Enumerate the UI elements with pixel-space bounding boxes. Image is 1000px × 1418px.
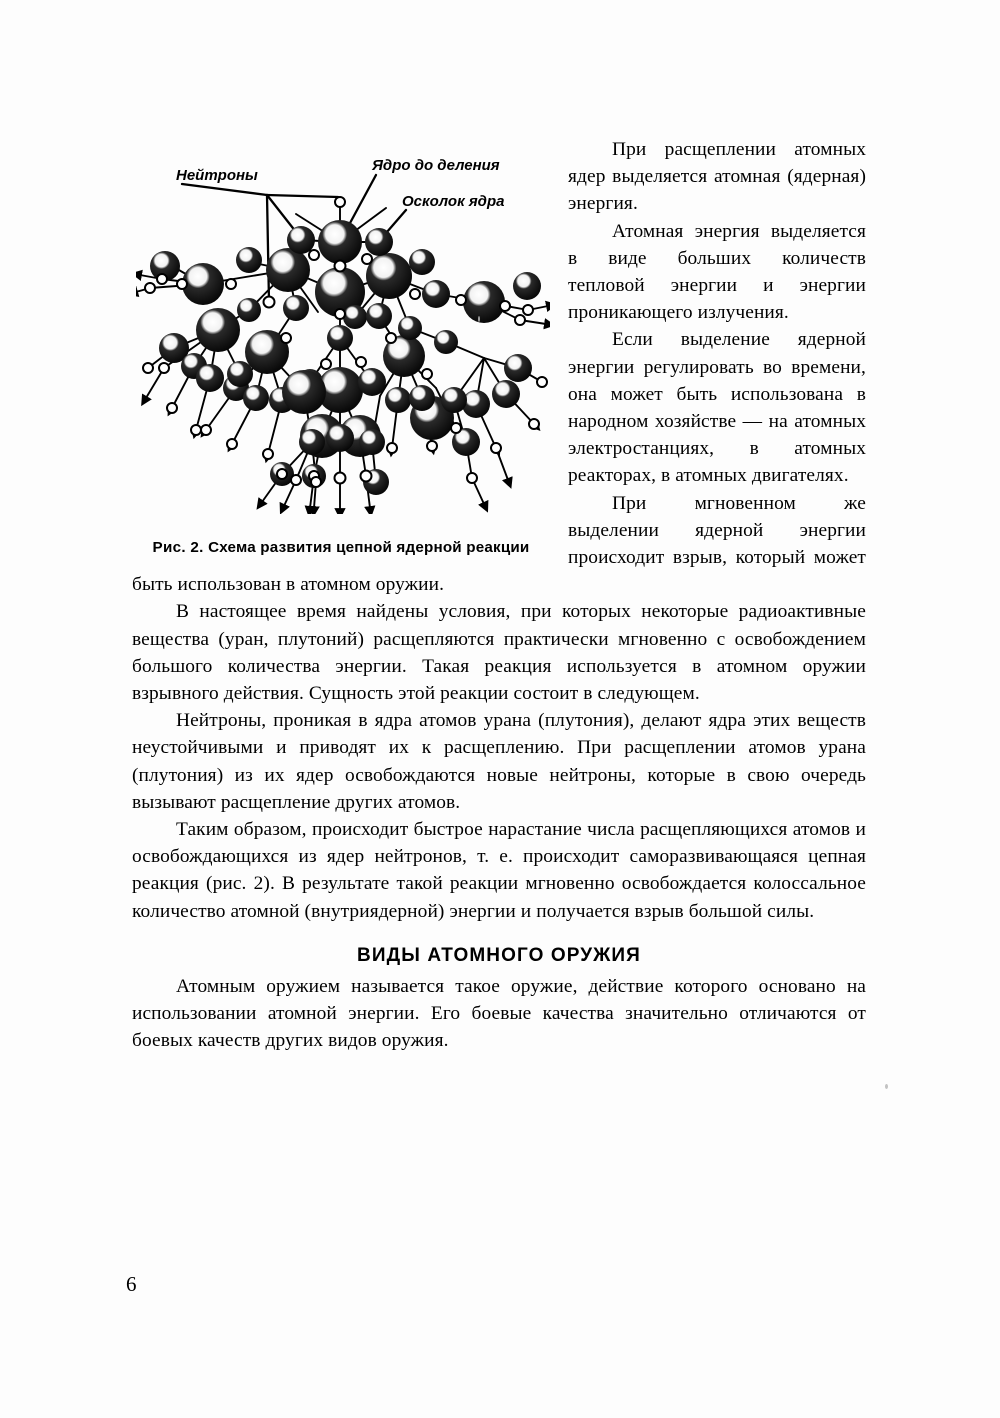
page-number: 6 (126, 1272, 137, 1296)
paragraph: Атомным оружием называется такое оружие, действие которого основано на использовании атомной энергии. Его боевые качества значительно отличаются от боевых качеств других видов оружия. (132, 975, 866, 1052)
paragraph: При расщеплении атомных ядер выделяется атомная (ядерная) энергия. (568, 139, 866, 215)
callout-label-neutrons: Нейтроны (176, 167, 258, 184)
paragraph: При мгновенном же выделении ядерной энергии происходит взрыв, который может быть использован в атомном оружии. (132, 492, 866, 596)
figure-caption (132, 538, 550, 558)
figure-chain-reaction (132, 142, 552, 560)
body-text-column (132, 136, 866, 1055)
figure-caption-text: Схема развития цепной ядерной реакции (208, 539, 530, 556)
paragraph: Атомная энергия выделяется в виде больших количеств тепловой энергии и энергии проникающего излучения. (568, 220, 866, 324)
paragraph: Если выделение ядерной энергии регулировать во времени, она может быть использована в народном хозяйстве — на атомных электростанциях, в атомных реакторах, в атомных двигателях. (568, 329, 866, 487)
figure-number: Рис. 2. (152, 539, 204, 556)
section-heading: ВИДЫ АТОМНОГО ОРУЖИЯ (357, 944, 641, 966)
scan-speck (885, 1084, 888, 1089)
scan-speck (478, 316, 480, 322)
paragraph: Нейтроны, проникая в ядра атомов урана (плутония), делают ядра этих веществ неустойчивыми и приводят их к расщеплению. При расщеплении атомов урана (плутония) из их ядер освобождаются новые нейтроны, которые в свою очередь вызывают расщепление других атомов. (132, 710, 866, 813)
callout-label-nucleus-fragment: Осколок ядра (402, 193, 505, 210)
callout-label-nucleus-before-fission: Ядро до деления (372, 157, 500, 174)
paragraph: В настоящее время найдены условия, при которых некоторые радиоактивные вещества (уран, плутоний) расщепляются практически мгновенно с освобождением большого количества энергии. Такая реакция используется в атомном оружии взрывного действия. Сущность этой реакции состоит в следующем. (132, 601, 866, 705)
paragraph: Таким образом, происходит быстрое нарастание числа расщепляющихся атомов и освобождающихся из ядер нейтронов, т. е. происходит саморазвивающаяся цепная реакция (рис. 2). В результате такой реакции мгновенно освобождается колоссальное количество атомной (внутриядерной) энергии и получается взрыв большой силы. (132, 819, 866, 922)
figure-artwork (136, 142, 550, 514)
